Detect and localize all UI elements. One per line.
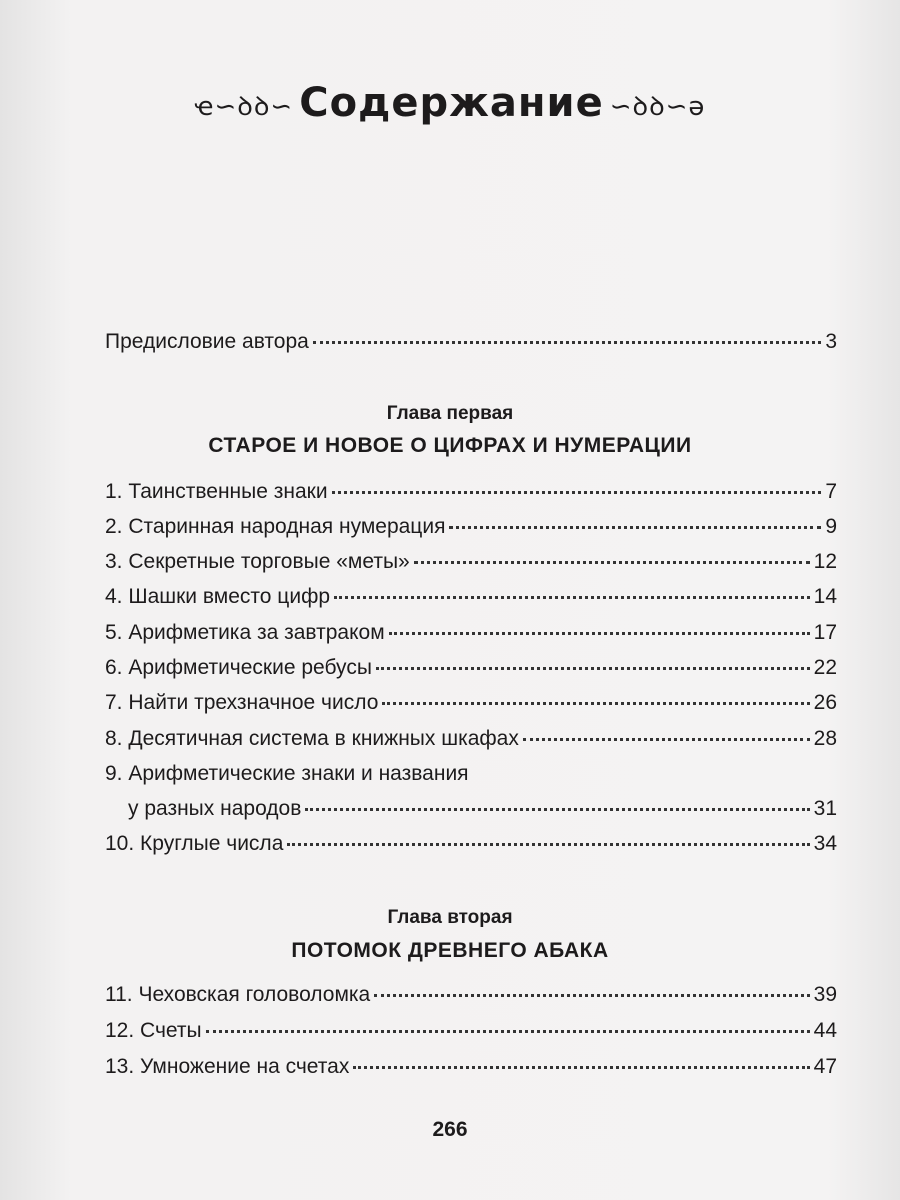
entry-title: 3. Секретные торговые «меты» xyxy=(105,550,410,573)
dot-leader xyxy=(313,341,821,344)
toc-entry-preface[interactable] xyxy=(105,330,837,354)
dot-leader xyxy=(523,738,810,741)
entry-title: 6. Арифметические ребусы xyxy=(105,656,372,679)
title-text: Содержание xyxy=(299,80,604,126)
entry-page: 26 xyxy=(813,691,837,714)
entry-page: 7 xyxy=(825,480,837,503)
toc-entry[interactable] xyxy=(105,656,837,680)
entry-title-line2: у разных народов xyxy=(128,797,302,820)
ornament-left-icon: ҽ∽ꝺꝺ∽ xyxy=(194,92,294,122)
entry-title: 1. Таинственные знаки xyxy=(105,480,328,503)
toc-entry[interactable] xyxy=(105,585,837,609)
entry-title: 12. Счеты xyxy=(105,1019,202,1042)
toc-entry[interactable] xyxy=(105,550,837,574)
dot-leader xyxy=(382,702,809,705)
chapter-label: Глава вторая xyxy=(387,907,513,928)
entry-title: 11. Чеховская головоломка xyxy=(105,983,371,1006)
entry-title: 8. Десятичная система в книжных шкафах xyxy=(105,727,519,750)
dot-leader xyxy=(376,667,810,670)
entry-title: 5. Арифметика за завтраком xyxy=(105,621,385,644)
dot-leader xyxy=(389,632,810,635)
entry-page: 28 xyxy=(813,727,837,750)
toc-entry[interactable] xyxy=(105,983,837,1007)
entry-title: 2. Старинная народная нумерация xyxy=(105,515,446,538)
page-number: 266 xyxy=(432,1118,468,1141)
dot-leader xyxy=(287,843,809,846)
toc-entry[interactable] xyxy=(105,515,837,539)
dot-leader xyxy=(414,561,810,564)
entry-page: 12 xyxy=(813,550,837,573)
entry-title: 10. Круглые числа xyxy=(105,832,284,855)
toc-entry[interactable] xyxy=(105,1019,837,1043)
dot-leader xyxy=(334,596,810,599)
entry-page: 9 xyxy=(825,515,837,538)
chapter-heading: ПОТОМОК ДРЕВНЕГО АБАКА xyxy=(291,939,609,962)
entry-page: 31 xyxy=(813,797,837,820)
entry-title: 13. Умножение на счетах xyxy=(105,1055,350,1078)
dot-leader xyxy=(353,1066,809,1069)
entry-page: 22 xyxy=(813,656,837,679)
toc-entry-title-line1[interactable] xyxy=(105,762,837,786)
entry-title: 4. Шашки вместо цифр xyxy=(105,585,331,608)
entry-title: Предисловие автора xyxy=(105,330,309,353)
entry-page: 47 xyxy=(813,1055,837,1078)
chapter-heading: СТАРОЕ И НОВОЕ О ЦИФРАХ И НУМЕРАЦИИ xyxy=(208,434,692,457)
toc-entry[interactable] xyxy=(105,832,837,856)
contents-title xyxy=(0,80,900,126)
toc-entry[interactable] xyxy=(128,797,837,821)
entry-page: 17 xyxy=(813,621,837,644)
entry-page: 14 xyxy=(813,585,837,608)
dot-leader xyxy=(374,994,809,997)
toc-entry[interactable] xyxy=(105,621,837,645)
dot-leader xyxy=(449,526,821,529)
toc-entry[interactable] xyxy=(105,727,837,751)
toc-entry[interactable] xyxy=(105,1055,837,1079)
chapter-label: Глава первая xyxy=(386,403,514,424)
dot-leader xyxy=(332,491,822,494)
entry-page: 3 xyxy=(825,330,837,353)
ornament-right-icon: ∽ꝺꝺ∽ə xyxy=(609,92,706,122)
entry-page: 34 xyxy=(813,832,837,855)
toc-entry[interactable] xyxy=(105,691,837,715)
entry-title: 9. Арифметические знаки и названия xyxy=(105,762,469,785)
entry-title: 7. Найти трехзначное число xyxy=(105,691,379,714)
toc-entry[interactable] xyxy=(105,480,837,504)
entry-page: 44 xyxy=(813,1019,837,1042)
entry-page: 39 xyxy=(813,983,837,1006)
dot-leader xyxy=(206,1030,810,1033)
dot-leader xyxy=(305,808,809,811)
